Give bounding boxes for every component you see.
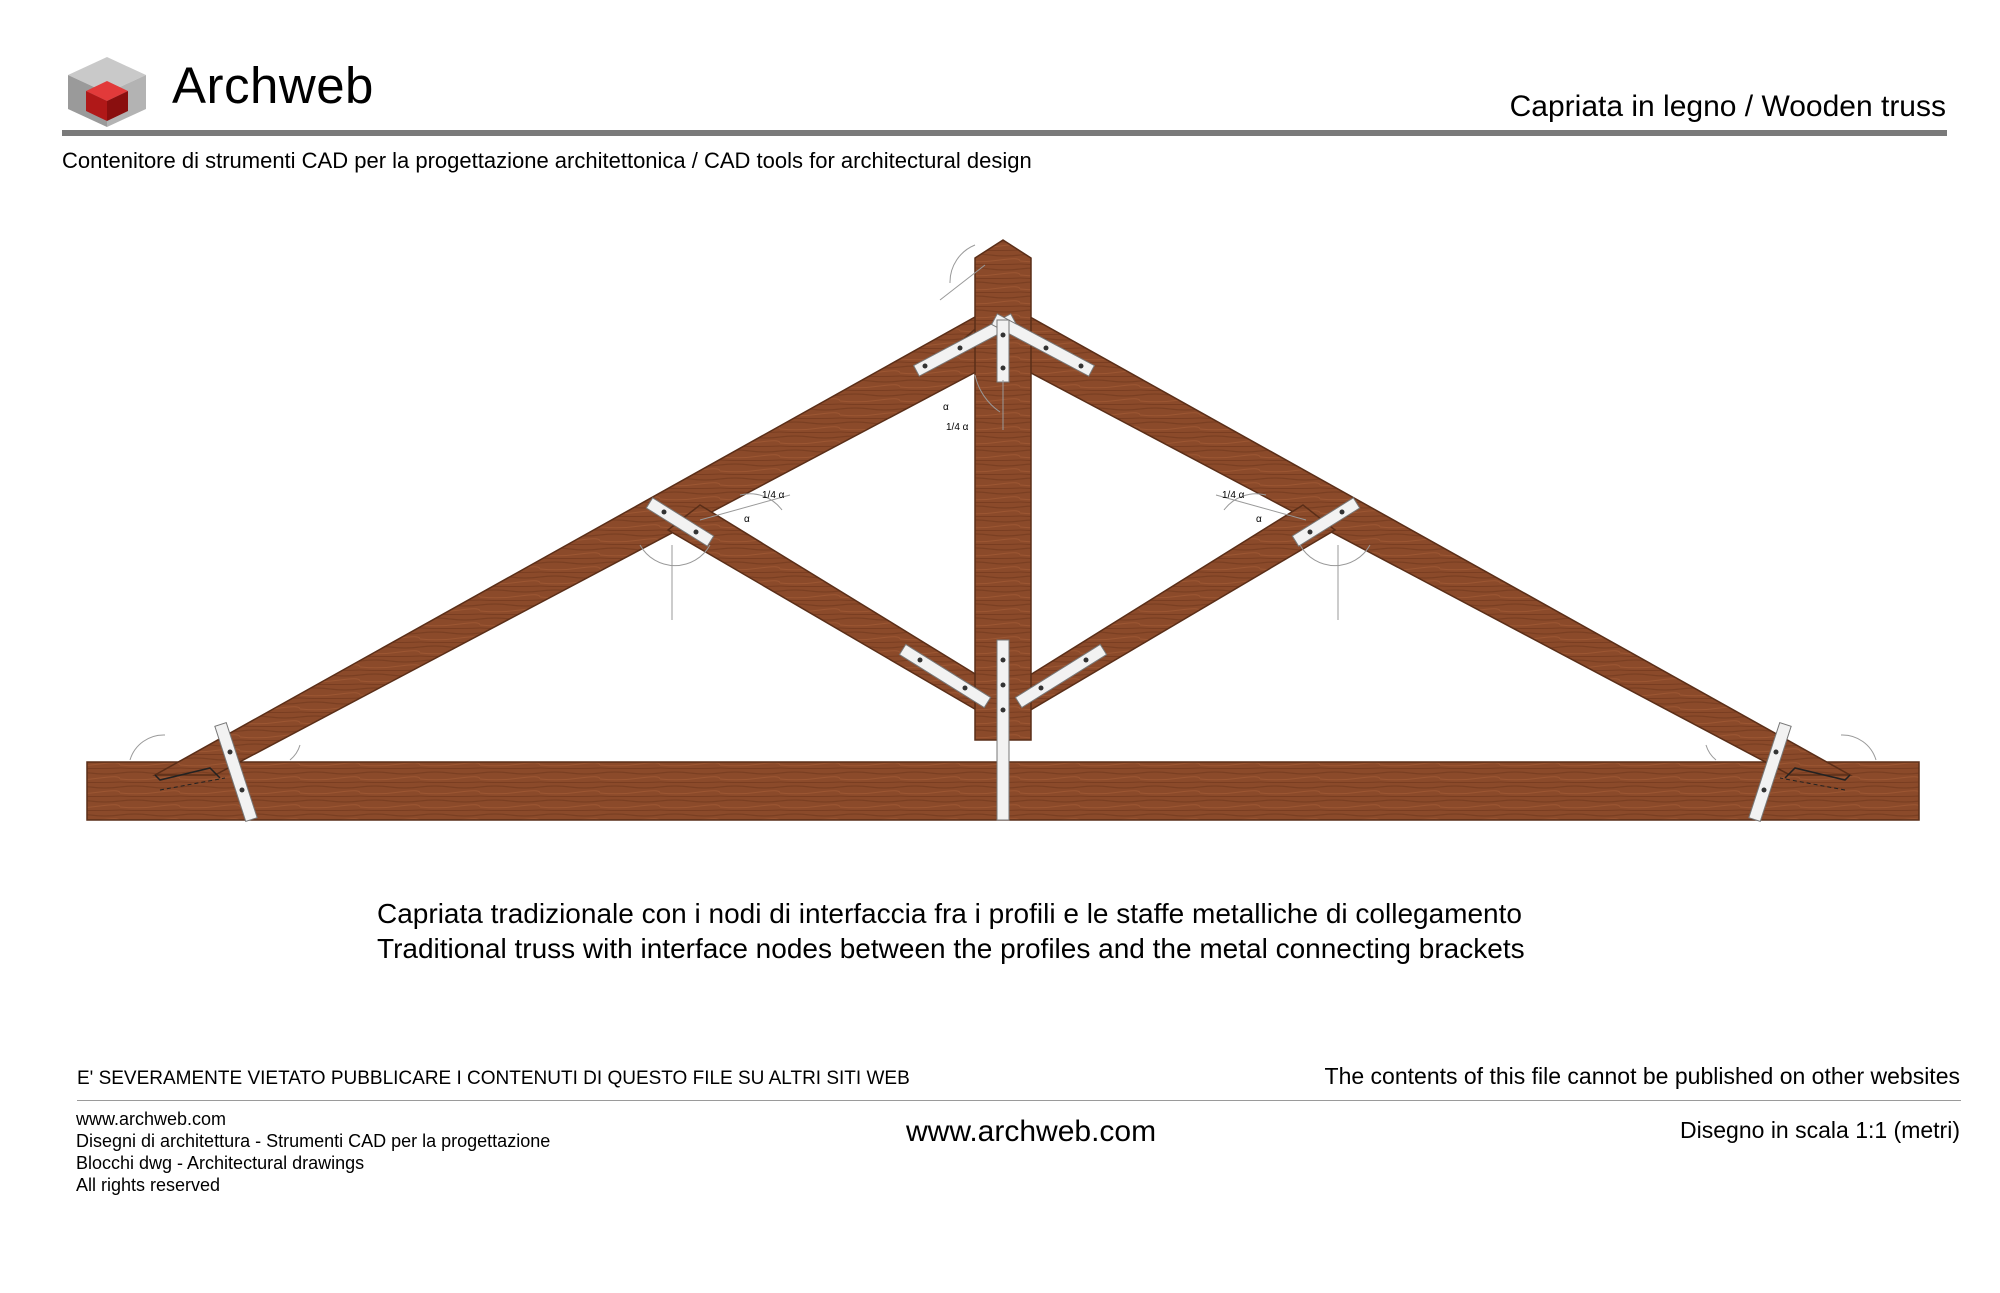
left-strut [668, 505, 985, 715]
angle-label-left-quarter: 1/4 α [762, 490, 785, 501]
king-post-bottom-bracket [997, 640, 1009, 820]
left-rafter [155, 303, 1040, 775]
footer-line: Blocchi dwg - Architectural drawings [76, 1153, 365, 1173]
footer-line: www.archweb.com [76, 1109, 227, 1129]
brand-name: Archweb [172, 57, 374, 114]
angle-label-right-quarter: 1/4 α [1222, 490, 1245, 501]
footer-website-link[interactable]: www.archweb.com [906, 1115, 1157, 1148]
angle-label-apex-alpha: α [943, 402, 949, 413]
footer-line: Disegni di architettura - Strumenti CAD per la progettazione [76, 1131, 551, 1151]
caption-english: Traditional truss with interface nodes between the profiles and the metal connecting brackets [377, 933, 1525, 964]
right-strut [1022, 505, 1335, 715]
angle-label-left-alpha: α [744, 514, 750, 525]
right-rafter [965, 303, 1850, 775]
copyright-warning-italian: E' SEVERAMENTE VIETATO PUBBLICARE I CONTENUTI DI QUESTO FILE SU ALTRI SITI WEB [77, 1068, 910, 1089]
footer-divider [77, 1100, 1961, 1101]
copyright-warning-english: The contents of this file cannot be published on other websites [1324, 1063, 1960, 1089]
drawing-title: Capriata in legno / Wooden truss [1509, 90, 1946, 123]
drawing-scale: Disegno in scala 1:1 (metri) [1680, 1117, 1960, 1143]
angle-label-apex-quarter: 1/4 α [946, 422, 969, 433]
tagline: Contenitore di strumenti CAD per la progettazione architettonica / CAD tools for architectural design [62, 148, 1032, 173]
apex-bracket-vertical [997, 320, 1009, 382]
footer-line: All rights reserved [76, 1175, 221, 1195]
angle-label-right-alpha: α [1256, 514, 1262, 525]
caption-italian: Capriata tradizionale con i nodi di interfaccia fra i profili e le staffe metalliche di collegamento [377, 898, 1522, 929]
